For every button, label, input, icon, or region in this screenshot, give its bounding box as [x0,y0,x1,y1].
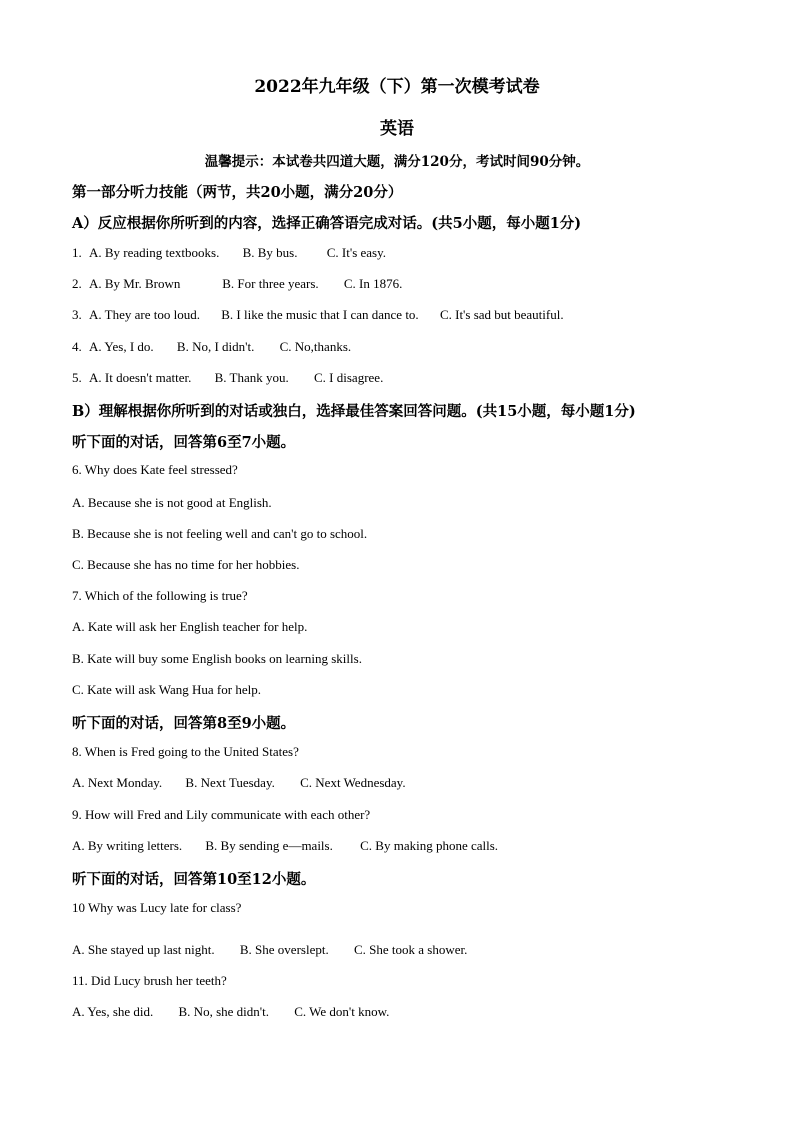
question-7: 7. Which of the following is true? [72,588,248,603]
subject-title: 英语 [380,119,414,139]
question-number: 1. [72,245,82,260]
option-c: C. It's sad but beautiful. [439,307,564,322]
question-4 [72,339,351,355]
exam-title: 2022年九年级（下）第一次模考试卷 [254,77,540,97]
question-7-option-c: C. Kate will ask Wang Hua for help. [72,682,261,697]
question-9: 9. How will Fred and Lily communicate with each other? [72,807,371,822]
option-c: C. We don't know. [294,1004,390,1019]
option-b: B. Next Tuesday. [185,775,275,790]
option-a: A. By writing letters. [72,838,183,853]
question-7-option-b: B. Kate will buy some English books on learning skills. [72,651,362,666]
question-5 [72,370,383,386]
question-10-options [72,942,467,958]
option-b: B. For three years. [222,276,319,291]
option-b: B. By bus. [242,245,298,260]
group3-heading: 听下面的对话，回答第10至12小题。 [72,871,316,888]
group1-heading: 听下面的对话，回答第6至7小题。 [72,434,296,451]
question-number: 4. [72,339,82,354]
option-b: B. I like the music that I can dance to. [221,307,419,322]
option-c: C. I disagree. [314,370,384,385]
option-a: A. It doesn't matter. [89,370,192,385]
option-a: A. By reading textbooks. [89,245,220,260]
part1-heading: 第一部分听力技能（两节，共20小题，满分20分） [72,184,403,201]
question-1 [72,245,386,261]
option-b: B. No, I didn't. [176,339,255,354]
option-a: A. They are too loud. [89,307,200,322]
question-6-option-b: B. Because she is not feeling well and can't go to school. [72,526,368,541]
question-11-options [72,1004,389,1020]
option-a: A. Next Monday. [72,775,163,790]
question-3 [72,307,564,323]
option-c: C. By making phone calls. [360,838,499,853]
question-8-options [72,775,406,791]
question-11: 11. Did Lucy brush her teeth? [72,973,227,988]
sectionB-heading: B）理解根据你所听到的对话或独白，选择最佳答案回答问题。(共15小题，每小题1分) [72,403,636,420]
option-a: A. Yes, I do. [89,339,154,354]
option-b: B. Thank you. [214,370,289,385]
question-6-option-a: A. Because she is not good at English. [72,495,272,510]
option-b: B. By sending e—mails. [205,838,333,853]
option-b: B. She overslept. [239,942,329,957]
option-b: B. No, she didn't. [178,1004,269,1019]
question-7-option-a: A. Kate will ask her English teacher for help. [72,619,308,634]
question-9-options [72,838,498,854]
sectionA-heading: A）反应根据你所听到的内容，选择正确答语完成对话。(共5小题，每小题1分) [72,215,582,232]
question-number: 3. [72,307,82,322]
option-a: A. She stayed up last night. [72,942,215,957]
question-2 [72,276,402,292]
question-number: 2. [72,276,82,291]
question-number: 5. [72,370,82,385]
option-c: C. She took a shower. [353,942,468,957]
question-6: 6. Why does Kate feel stressed? [72,462,238,477]
option-c: C. No,thanks. [279,339,352,354]
option-a: A. By Mr. Brown [89,276,181,291]
question-6-option-c: C. Because she has no time for her hobbies. [72,557,300,572]
question-10: 10 Why was Lucy late for class? [72,900,242,915]
option-c: C. In 1876. [343,276,403,291]
option-c: C. Next Wednesday. [300,775,406,790]
option-c: C. It's easy. [326,245,387,260]
group2-heading: 听下面的对话，回答第8至9小题。 [72,715,296,732]
question-8: 8. When is Fred going to the United States? [72,744,299,759]
exam-tip: 温馨提示：本试卷共四道大题，满分120分，考试时间90分钟。 [204,154,590,170]
option-a: A. Yes, she did. [72,1004,154,1019]
